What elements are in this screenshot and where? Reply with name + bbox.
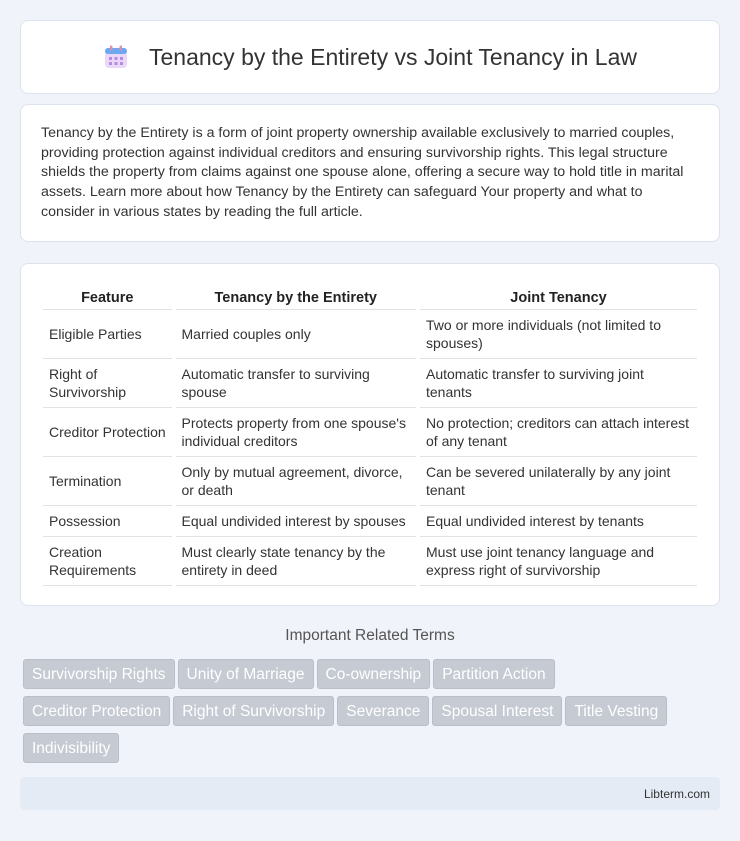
- table-cell: Married couples only: [176, 310, 416, 359]
- table-cell: Creation Requirements: [43, 537, 172, 586]
- tag-right-of-survivorship[interactable]: Right of Survivorship: [173, 696, 334, 726]
- header-card: [20, 20, 720, 94]
- table-row: [43, 408, 697, 457]
- table-cell: No protection; creditors can attach interest of any tenant: [420, 408, 697, 457]
- tag-unity-of-marriage[interactable]: Unity of Marriage: [178, 659, 314, 689]
- comparison-card: [20, 263, 720, 606]
- comparison-table: [39, 284, 701, 586]
- table-cell: Automatic transfer to surviving spouse: [176, 359, 416, 408]
- intro-card: [20, 104, 720, 242]
- table-row: [43, 506, 697, 537]
- table-cell: Must use joint tenancy language and express right of survivorship: [420, 537, 697, 586]
- table-cell: Must clearly state tenancy by the entirety in deed: [176, 537, 416, 586]
- table-cell: Equal undivided interest by tenants: [420, 506, 697, 537]
- table-cell: Possession: [43, 506, 172, 537]
- footer: [20, 777, 720, 810]
- calendar-icon: [103, 44, 129, 70]
- column-header: Joint Tenancy: [420, 284, 697, 310]
- footer-brand-link[interactable]: Libterm.com: [643, 786, 710, 801]
- table-cell: Right of Survivorship: [43, 359, 172, 408]
- page-title: Tenancy by the Entirety vs Joint Tenancy in Law: [149, 43, 637, 70]
- tag-indivisibility[interactable]: Indivisibility: [23, 733, 119, 763]
- table-row: [43, 457, 697, 506]
- tag-title-vesting[interactable]: Title Vesting: [565, 696, 667, 726]
- table-cell: Eligible Parties: [43, 310, 172, 359]
- tag-creditor-protection[interactable]: Creditor Protection: [23, 696, 170, 726]
- tag-spousal-interest[interactable]: Spousal Interest: [432, 696, 562, 726]
- table-cell: Equal undivided interest by spouses: [176, 506, 416, 537]
- tag-partition-action[interactable]: Partition Action: [433, 659, 554, 689]
- table-cell: Protects property from one spouse's individual creditors: [176, 408, 416, 457]
- table-cell: Automatic transfer to surviving joint tenants: [420, 359, 697, 408]
- table-cell: Can be severed unilaterally by any joint tenant: [420, 457, 697, 506]
- table-cell: Two or more individuals (not limited to spouses): [420, 310, 697, 359]
- tag-survivorship-rights[interactable]: Survivorship Rights: [23, 659, 175, 689]
- intro-text: Tenancy by the Entirety is a form of joint property ownership available exclusively to married couples, providing protection against individual creditors and ensuring survivorship rights. This legal structure shields the property from claims against one spouse alone, offering a secure way to hold title in marital assets. Learn more about how Tenancy by the Entirety can safeguard Your property and what to consider in various states by reading the full article.: [41, 125, 684, 220]
- table-cell: Termination: [43, 457, 172, 506]
- table-row: [43, 310, 697, 359]
- table-cell: Creditor Protection: [43, 408, 172, 457]
- table-cell: Only by mutual agreement, divorce, or death: [176, 457, 416, 506]
- table-header-row: [43, 284, 697, 310]
- tag-severance[interactable]: Severance: [337, 696, 429, 726]
- related-terms-title: Important Related Terms: [285, 627, 455, 644]
- column-header: Feature: [43, 284, 172, 310]
- column-header: Tenancy by the Entirety: [176, 284, 416, 310]
- table-row: [43, 537, 697, 586]
- related-terms-list: [23, 659, 703, 770]
- table-row: [43, 359, 697, 408]
- tag-co-ownership[interactable]: Co-ownership: [317, 659, 431, 689]
